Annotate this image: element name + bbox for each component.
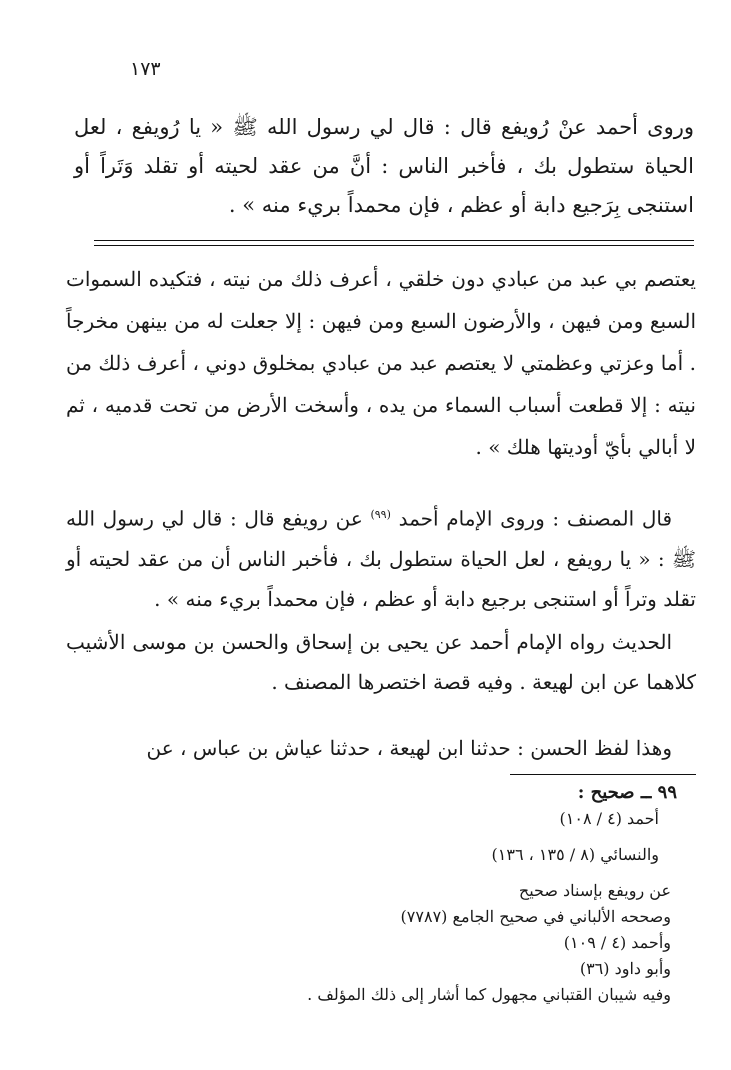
double-rule-top (94, 240, 694, 241)
footnote-line: أحمد (٤ / ١٠٨) (559, 809, 659, 828)
footnote-line: وأبو داود (٣٦) (579, 959, 671, 978)
page-number: ١٧٣ (130, 58, 161, 80)
double-rule-bottom (94, 245, 694, 246)
hadith-source-paragraph: الحديث رواه الإمام أحمد عن يحيى بن إسحاق والحسن بن موسى الأشيب كلاهما عن ابن لهيعة . وفيه قصة اختصرها المصنف . (66, 630, 696, 694)
hadith-quote-paragraph: وروى أحمد عنْ رُويفع قال : قال لي رسول الله ﷺ « يا رُويفع ، لعل الحياة ستطول بك ، فأخبر الناس : أنَّ من عقد لحيته أو تقلد وَتَراً أو استنجى بِرَجيع دابة أو عظم ، فإن محمداً بريء منه » . (74, 115, 694, 217)
footnote-line: وصححه الألباني في صحيح الجامع (٧٧٨٧) (400, 907, 671, 926)
footnote-heading: ٩٩ ــ صحيح : (577, 782, 677, 803)
body-paragraph: يعتصم بي عبد من عبادي دون خلقي ، أعرف ذلك من نيته ، فتكيده السموات السبع ومن فيهن ، والأرضون السبع ومن فيهن : إلا جعلت له من بينهن مخرجاً . أما وعزتي وعظمتي لا يعتصم عبد من عبادي بمخلوق دوني ، أعرف ذلك من نيته : إلا قطعت أسباب السماء من يده ، وأسخت الأرض من تحت قدميه ، ثم لا أبالي بأيّ أوديتها هلك » . (66, 267, 696, 459)
author-paragraph-start: قال المصنف : وروى الإمام أحمد (398, 506, 673, 531)
author-paragraph (66, 495, 696, 619)
hasan-wording-paragraph: وهذا لفظ الحسن : حدثنا ابن لهيعة ، حدثنا عياش بن عباس ، عن (146, 736, 672, 760)
footnote-line: وفيه شيبان القتباني مجهول كما أشار إلى ذلك المؤلف . (307, 985, 671, 1004)
author-paragraph-rest: عن رويفع قال : قال لي رسول الله ﷺ : « يا رويفع ، لعل الحياة ستطول بك ، فأخبر الناس أن من عقد لحيته أو تقلد وتراً أو استنجى برجيع دابة أو عظم ، فإن محمداً بريء منه » . (66, 506, 696, 611)
footnote (90, 780, 689, 1008)
footnote-line: وأحمد (٤ / ١٠٩) (563, 933, 671, 952)
footnote-line: والنسائي (٨ / ١٣٥ ، ١٣٦) (491, 845, 659, 864)
footnote-rule (510, 774, 696, 775)
footnote-ref: (٩٩) (370, 508, 391, 521)
footnote-line: عن رويفع بإسناد صحيح (518, 881, 671, 900)
